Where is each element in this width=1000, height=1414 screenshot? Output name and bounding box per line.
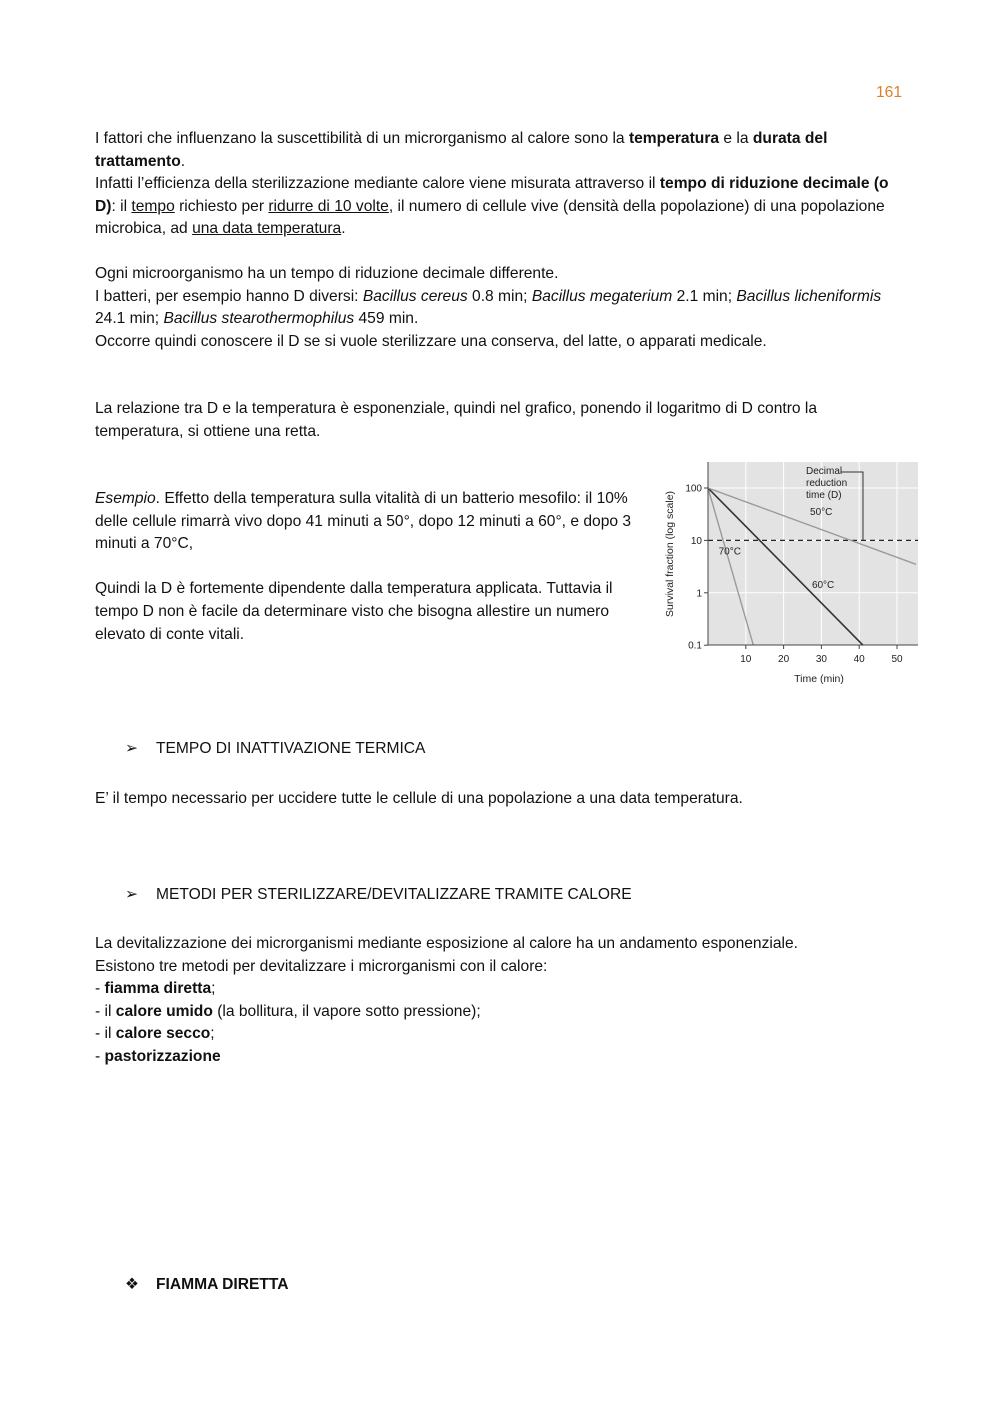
decimal-reduction-chart: [660, 458, 922, 690]
example-conclusion: Quindi la D è fortemente dipendente dalla temperatura applicata. Tuttavia il tempo D non è facile da determinare visto che bisogna allestire un numero elevato di conte vitali.: [95, 580, 613, 643]
y-tick-label: 1: [696, 588, 702, 600]
section2-text: [95, 933, 905, 1069]
annotation-line-1: Decimal: [806, 466, 843, 477]
x-axis-label: Time (min): [794, 673, 844, 685]
underlined-ridurre: ridurre di 10 volte: [268, 197, 389, 215]
y-tick-label: 0.1: [688, 640, 702, 652]
underlined-tempo: tempo: [131, 197, 175, 215]
term-temperatura: temperatura: [628, 130, 720, 147]
intro-text: : il: [111, 197, 132, 215]
list-item: - fiamma diretta;: [95, 980, 216, 998]
x-tick-label: 40: [853, 654, 865, 665]
section1-text: [95, 788, 905, 811]
diamond-bullet-icon: ❖: [125, 1276, 139, 1293]
intro-text: I fattori che influenzano la suscettibilità di un microrganismo al calore sono la: [95, 130, 629, 147]
para-text: I batteri, per esempio hanno D diversi:: [95, 287, 363, 305]
relation-paragraph: [95, 398, 905, 443]
series-label-60c: 60°C: [811, 579, 835, 591]
species-name: Bacillus megaterium: [531, 287, 673, 305]
para-text: Ogni microorganismo ha un tempo di riduzione decimale differente.: [95, 265, 559, 282]
series-label-70c: 70°C: [718, 546, 741, 558]
list-item: - il calore secco;: [95, 1025, 215, 1043]
example-text: . Effetto della temperatura sulla vitalità di un batterio mesofilo: il 10% delle cellule rimarrà vivo dopo 41 minuti a 50°, dopo 12 minuti a 60°, e dopo 3 minuti a 70°C,: [95, 490, 632, 553]
list-item: - il calore umido (la bollitura, il vapore sotto pressione);: [95, 1002, 481, 1020]
bacteria-paragraph: [95, 263, 905, 353]
para-text: Occorre quindi conoscere il D se si vuole sterilizzare una conserva, del latte, o apparati medicale.: [95, 332, 767, 350]
example-label: Esempio: [95, 490, 156, 507]
relation-text: La relazione tra D e la temperatura è esponenziale, quindi nel grafico, ponendo il logaritmo di D contro la temperatura, si ottiene una retta.: [95, 400, 818, 440]
section-heading-metodi: [125, 885, 632, 904]
y-axis-label: Survival fraction (log scale): [664, 490, 676, 618]
x-tick-label: 20: [778, 654, 790, 665]
term-durata: durata del trattamento: [95, 130, 828, 170]
section-title: FIAMMA DIRETTA: [156, 1276, 289, 1293]
y-tick-label: 10: [690, 535, 702, 547]
term-tempo-riduzione: tempo di riduzione decimale (o D): [95, 175, 889, 215]
intro-text: Infatti l’efficienza della sterilizzazione mediante calore viene misurata attraverso il: [95, 175, 660, 193]
page-number: 161: [876, 84, 903, 101]
intro-text: .: [180, 152, 186, 170]
underlined-temperatura: una data temperatura: [192, 220, 342, 238]
section1-body: E’ il tempo necessario per uccidere tutte le cellule di una popolazione a una data temperatura.: [95, 790, 743, 807]
d-value: 459 min.: [354, 310, 419, 328]
intro-text: e la: [719, 130, 753, 147]
arrow-bullet-icon: ➢: [125, 740, 139, 757]
section2-line: La devitalizzazione dei microrganismi mediante esposizione al calore ha un andamento esponenziale.: [95, 935, 799, 952]
intro-text: richiesto per: [174, 197, 269, 215]
section2-line: Esistono tre metodi per devitalizzare i microrganismi con il calore:: [95, 957, 548, 975]
example-paragraph: [95, 488, 645, 646]
section-heading-inattivazione: [125, 739, 425, 758]
species-name: Bacillus cereus: [362, 287, 468, 305]
intro-text: , il numero di cellule vive (densità della popolazione) di una popolazione microbica, ad: [95, 197, 885, 238]
d-value: 24.1 min;: [95, 310, 164, 328]
annotation-line-2: reduction: [806, 478, 848, 489]
intro-text: .: [341, 220, 346, 238]
section-title: METODI PER STERILIZZARE/DEVITALIZZARE TRAMITE CALORE: [156, 886, 632, 903]
section-heading-fiamma: [125, 1275, 289, 1294]
species-name: Bacillus licheniformis: [736, 287, 882, 305]
x-tick-label: 50: [891, 654, 903, 665]
x-tick-label: 30: [815, 654, 827, 665]
intro-paragraph: [95, 128, 905, 241]
series-label-50c: 50°C: [810, 506, 833, 518]
arrow-bullet-icon: ➢: [125, 886, 139, 903]
list-item: - pastorizzazione: [95, 1047, 221, 1065]
annotation-line-3: time (D): [806, 490, 842, 501]
section-title: TEMPO DI INATTIVAZIONE TERMICA: [156, 740, 426, 757]
x-tick-label: 10: [740, 654, 752, 665]
y-tick-label: 100: [685, 483, 702, 495]
d-value: 2.1 min;: [672, 287, 737, 305]
species-name: Bacillus stearothermophilus: [163, 310, 355, 328]
d-value: 0.8 min;: [467, 287, 532, 305]
